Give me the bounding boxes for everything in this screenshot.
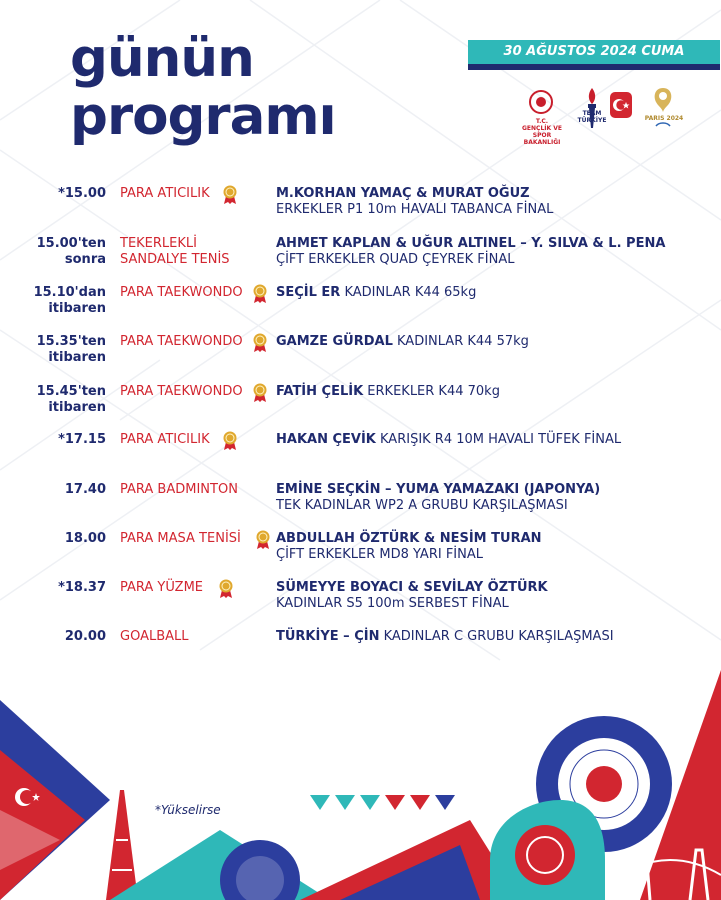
event-time [6,236,106,268]
event-athlete-line [276,186,553,202]
date-banner-underline [468,64,720,70]
event-detail: ÇİFT ERKEKLER QUAD ÇEYREK FİNAL [276,252,515,267]
event-sport-line1: PARA TAEKWONDO [120,384,243,399]
athlete-names: SEÇİL ER [276,285,341,300]
event-athlete-line [276,285,476,301]
event-detail: ÇİFT ERKEKLER MD8 YARI FİNAL [276,547,483,562]
event-sport-line1: PARA YÜZME [120,580,203,595]
event-sport-line1: PARA TAEKWONDO [120,285,243,300]
athlete-names: GAMZE GÜRDAL [276,334,393,349]
athlete-names: SÜMEYYE BOYACI & SEVİLAY ÖZTÜRK [276,580,548,595]
event-sport-line1: PARA ATICILIK [120,186,210,201]
event-athletes [276,384,500,400]
event-sport [120,531,241,547]
event-sport [120,334,243,350]
event-sport [120,629,189,645]
event-athlete-line [276,384,500,400]
event-athletes [276,482,600,514]
medal-icon [252,284,268,304]
event-detail: ERKEKLER P1 10m HAVALI TABANCA FİNAL [276,202,554,217]
event-athletes [276,531,542,563]
event-sport-line1: PARA MASA TENİSİ [120,531,241,546]
event-time-line1: 15.35'ten [36,334,106,349]
event-athlete-line [276,432,621,448]
event-time-line1: 15.00'ten [36,236,106,251]
event-time [6,531,106,547]
medal-icon [252,383,268,403]
event-time-line1: *18.37 [58,580,106,595]
event-athletes [276,334,529,350]
athlete-names: HAKAN ÇEVİK [276,432,376,447]
event-detail: TEK KADINLAR WP2 A GRUBU KARŞILAŞMASI [276,498,568,513]
event-time [6,432,106,448]
medal-icon [218,579,234,599]
event-athletes [276,432,621,448]
event-detail-inline: KADINLAR C GRUBU KARŞILAŞMASI [379,629,614,644]
paris-logo-text: PARIS 2024 [644,115,684,122]
event-sport [120,384,243,400]
event-time [6,384,106,416]
event-athletes [276,236,665,268]
event-time [6,285,106,317]
logo-strip [522,82,692,146]
athlete-names: FATİH ÇELİK [276,384,364,399]
event-sport [120,580,203,596]
event-athletes [276,285,476,301]
athlete-names: TÜRKİYE – ÇİN [276,629,380,644]
event-time-line1: 20.00 [64,629,106,644]
event-sport [120,236,230,268]
event-athlete-line [276,531,542,547]
event-time-line1: 15.10'dan [33,285,106,300]
event-time [6,580,106,596]
event-time-line2: sonra [64,252,106,267]
decorative-footer-art [0,660,721,900]
event-athletes [276,186,553,218]
medal-icon [252,333,268,353]
ministry-logo-text: T.C. GENÇLİK VE SPOR BAKANLIĞI [522,118,562,146]
event-athletes [276,580,548,612]
event-athlete-line [276,482,600,498]
event-time-line1: *17.15 [58,432,106,447]
date-banner: 30 AĞUSTOS 2024 CUMA [468,40,720,64]
event-time [6,334,106,366]
medal-icon [222,431,238,451]
event-detail: KADINLAR S5 100m SERBEST FİNAL [276,596,509,611]
event-time-line1: *15.00 [58,186,106,201]
event-sport-line1: GOALBALL [120,629,189,644]
event-detail-inline: KADINLAR K44 65kg [340,285,477,300]
event-sport [120,432,210,448]
athlete-names: AHMET KAPLAN & UĞUR ALTINEL – Y. SILVA & L. PENA [276,236,666,251]
event-sport-line1: PARA ATICILIK [120,432,210,447]
event-detail-inline: ERKEKLER K44 70kg [363,384,500,399]
event-time-line1: 17.40 [64,482,106,497]
title-line-2: programı [70,86,336,147]
event-sport [120,186,210,202]
event-time-line2: itibaren [48,301,106,316]
event-detail-inline: KARIŞIK R4 10M HAVALI TÜFEK FİNAL [375,432,622,447]
event-athlete-line [276,236,665,252]
event-time-line2: itibaren [48,350,106,365]
medal-icon [255,530,271,550]
athlete-names: EMİNE SEÇKİN – YUMA YAMAZAKI (JAPONYA) [276,482,601,497]
athlete-names: ABDULLAH ÖZTÜRK & NESİM TURAN [276,531,542,546]
team-logo-text: TEAM TÜRKİYE [577,110,607,124]
event-sport-line1: TEKERLEKLİ [120,236,197,251]
event-sport [120,285,243,301]
page-title [70,30,336,146]
event-detail-inline: KADINLAR K44 57kg [392,334,529,349]
event-time-line1: 15.45'ten [36,384,106,399]
event-athlete-line [276,334,529,350]
event-time [6,482,106,498]
event-time [6,186,106,202]
event-sport-line2: SANDALYE TENİS [120,252,230,267]
event-athlete-line [276,629,614,645]
event-time-line1: 18.00 [64,531,106,546]
athlete-names: M.KORHAN YAMAÇ & MURAT OĞUZ [276,186,530,201]
event-sport-line1: PARA TAEKWONDO [120,334,243,349]
footnote: *Yükselirse [155,803,221,817]
medal-icon [222,185,238,205]
event-athletes [276,629,614,645]
event-athlete-line [276,580,548,596]
event-time-line2: itibaren [48,400,106,415]
event-time [6,629,106,645]
title-line-1: günün [70,28,254,89]
event-sport-line1: PARA BADMINTON [120,482,238,497]
event-sport [120,482,238,498]
